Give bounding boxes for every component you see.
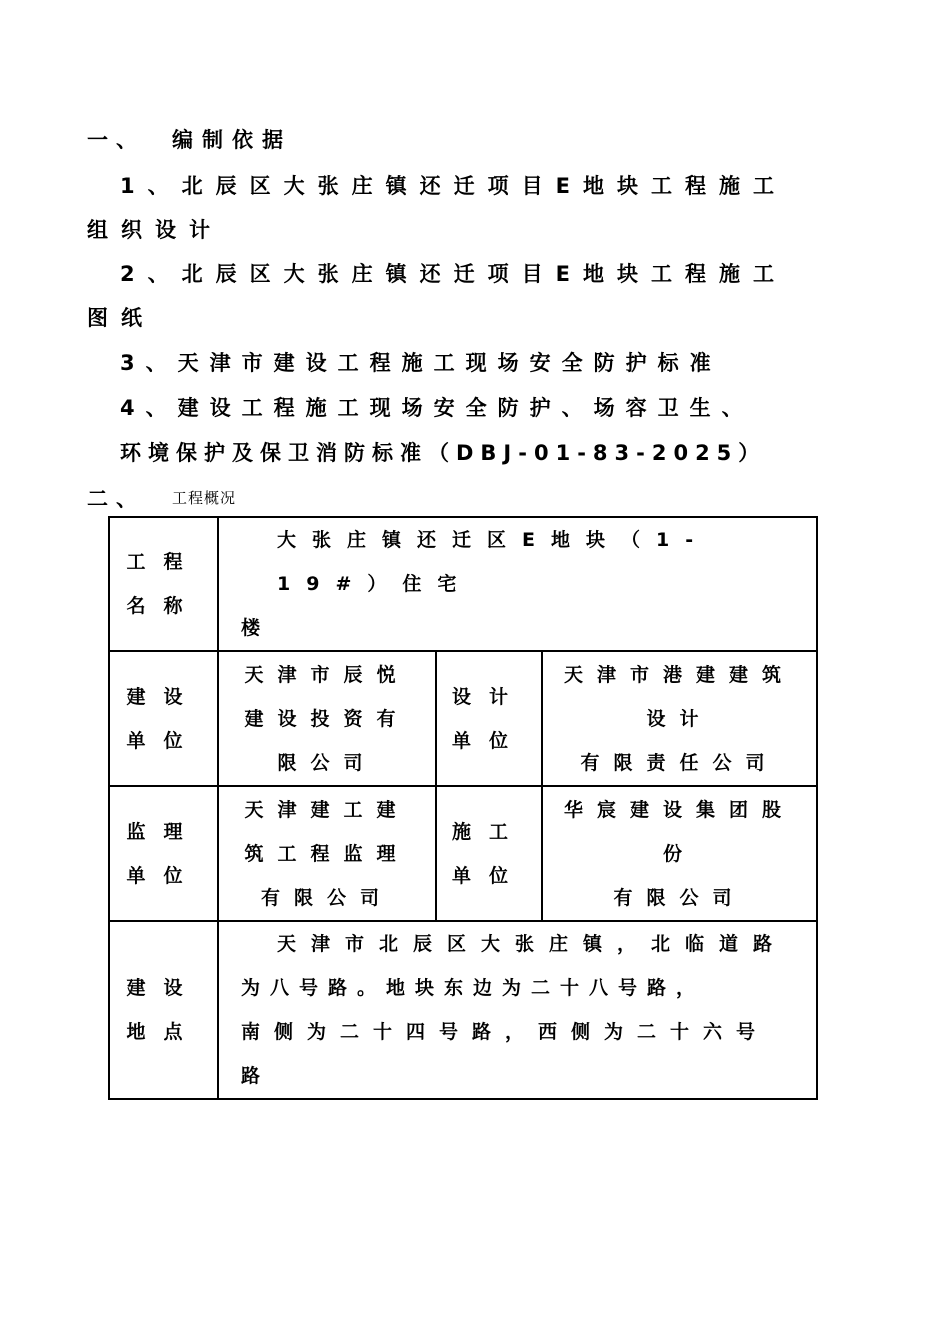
section1-title: 编制依据 <box>172 128 292 152</box>
builder-value: 天津市辰悦 建设投资有 限公司 <box>218 651 436 786</box>
list-item-4-line1: 4、建设工程施工现场安全防护、场容卫生、 <box>120 396 754 420</box>
contractor-label: 施工 单位 <box>436 786 542 921</box>
section2-title: 工程概况 <box>172 489 237 507</box>
list-item-2-line2: 图纸 <box>87 306 155 330</box>
builder-label: 建设 单位 <box>109 651 218 786</box>
list-item-4-line2: 环境保护及保卫消防标准（DBJ-01-83-2025） <box>120 441 767 465</box>
section1-number: 一、 <box>87 128 145 152</box>
list-item-1-line1: 1、北辰区大张庄镇还迁项目E地块工程施工 <box>120 174 787 198</box>
designer-value: 天津市港建建筑 设计 有限责任公司 <box>542 651 817 786</box>
list-item-2-line1: 2、北辰区大张庄镇还迁项目E地块工程施工 <box>120 262 787 286</box>
site-label: 建设 地点 <box>109 921 218 1099</box>
table-row-project-name <box>109 517 817 651</box>
supervisor-value: 天津建工建 筑工程监理 有限公司 <box>218 786 436 921</box>
project-info-table <box>108 516 818 1100</box>
table-row-site <box>109 921 817 1099</box>
project-name-value: 大张庄镇还迁区E地块（1-19#）住宅 楼 <box>218 517 817 651</box>
table-row-supervisor-contractor <box>109 786 817 921</box>
supervisor-label: 监理 单位 <box>109 786 218 921</box>
designer-label: 设计 单位 <box>436 651 542 786</box>
list-item-3-line1: 3、天津市建设工程施工现场安全防护标准 <box>120 351 722 375</box>
table-row-builder-designer <box>109 651 817 786</box>
contractor-value: 华宸建设集团股 份 有限公司 <box>542 786 817 921</box>
site-value: 天津市北辰区大张庄镇，北临道路 为八号路。地块东边为二十八号路， 南侧为二十四号路，西侧为二十六号 路 <box>218 921 817 1099</box>
project-name-label: 工程 名称 <box>109 517 218 651</box>
section2-number: 二、 <box>87 487 145 511</box>
list-item-1-line2: 组织设计 <box>87 218 223 242</box>
